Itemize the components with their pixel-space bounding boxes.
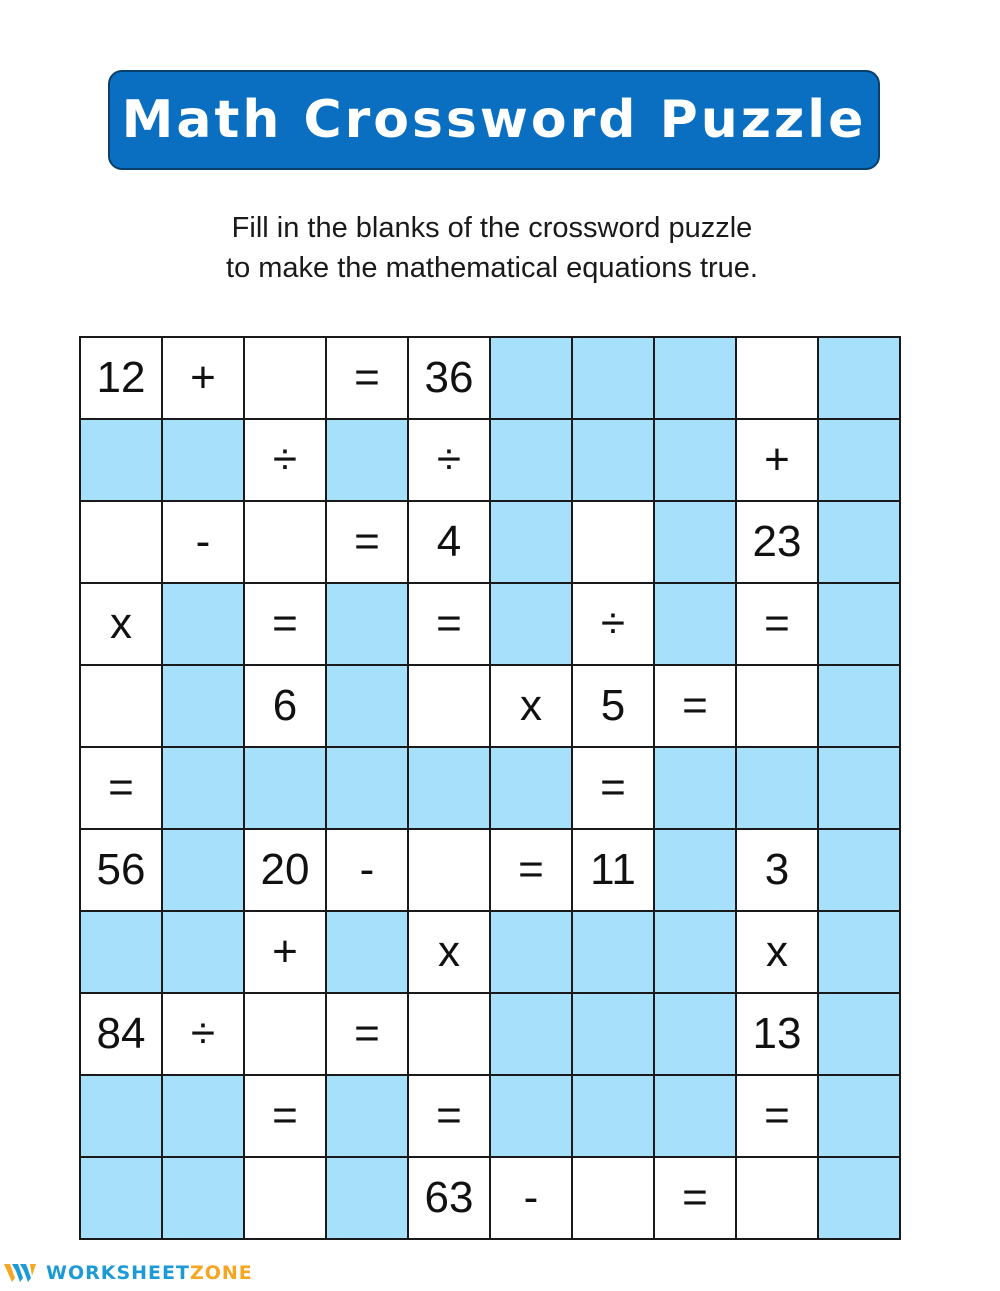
blocked-cell [819, 666, 901, 748]
operator-cell: ÷ [163, 994, 245, 1076]
blocked-cell [163, 1076, 245, 1158]
blocked-cell [81, 1076, 163, 1158]
answer-cell[interactable] [245, 1158, 327, 1240]
instructions-line-1: Fill in the blanks of the crossword puzzle [231, 212, 753, 244]
blocked-cell [163, 666, 245, 748]
answer-cell[interactable] [245, 994, 327, 1076]
answer-cell[interactable] [573, 1158, 655, 1240]
blocked-cell [245, 748, 327, 830]
title-banner [108, 70, 880, 170]
blocked-cell [163, 748, 245, 830]
blocked-cell [819, 338, 901, 420]
blocked-cell [737, 748, 819, 830]
blocked-cell [491, 338, 573, 420]
answer-cell[interactable] [737, 666, 819, 748]
operator-cell: = [573, 748, 655, 830]
operator-cell: ÷ [409, 420, 491, 502]
answer-cell[interactable] [409, 830, 491, 912]
blocked-cell [81, 420, 163, 502]
operator-cell: = [327, 994, 409, 1076]
brand-name-part-1: WORKSHEET [46, 1262, 190, 1284]
blocked-cell [327, 1158, 409, 1240]
blocked-cell [409, 748, 491, 830]
operator-cell: = [409, 584, 491, 666]
operator-cell: x [81, 584, 163, 666]
blocked-cell [327, 912, 409, 994]
blocked-cell [327, 420, 409, 502]
number-cell: 20 [245, 830, 327, 912]
blocked-cell [655, 912, 737, 994]
blocked-cell [655, 338, 737, 420]
blocked-cell [819, 584, 901, 666]
blocked-cell [163, 584, 245, 666]
blocked-cell [819, 994, 901, 1076]
operator-cell: x [491, 666, 573, 748]
blocked-cell [819, 420, 901, 502]
number-cell: 12 [81, 338, 163, 420]
number-cell: 3 [737, 830, 819, 912]
number-cell: 36 [409, 338, 491, 420]
operator-cell: x [737, 912, 819, 994]
blocked-cell [81, 912, 163, 994]
answer-cell[interactable] [573, 502, 655, 584]
operator-cell: - [327, 830, 409, 912]
number-cell: 13 [737, 994, 819, 1076]
answer-cell[interactable] [245, 338, 327, 420]
blocked-cell [655, 420, 737, 502]
blocked-cell [573, 912, 655, 994]
answer-cell[interactable] [409, 666, 491, 748]
blocked-cell [819, 1158, 901, 1240]
blocked-cell [655, 1076, 737, 1158]
number-cell: 6 [245, 666, 327, 748]
blocked-cell [491, 912, 573, 994]
blocked-cell [819, 830, 901, 912]
blocked-cell [655, 502, 737, 584]
blocked-cell [327, 1076, 409, 1158]
number-cell: 23 [737, 502, 819, 584]
blocked-cell [491, 748, 573, 830]
operator-cell: = [327, 338, 409, 420]
number-cell: 5 [573, 666, 655, 748]
blocked-cell [163, 420, 245, 502]
number-cell: 63 [409, 1158, 491, 1240]
blocked-cell [573, 994, 655, 1076]
page-title: Math Crossword Puzzle [121, 90, 867, 150]
answer-cell[interactable] [245, 502, 327, 584]
answer-cell[interactable] [737, 338, 819, 420]
operator-cell: = [327, 502, 409, 584]
instructions-line-2: to make the mathematical equations true. [226, 252, 758, 284]
worksheetzone-logo-icon [4, 1262, 38, 1284]
answer-cell[interactable] [81, 666, 163, 748]
blocked-cell [163, 830, 245, 912]
operator-cell: = [409, 1076, 491, 1158]
operator-cell: + [163, 338, 245, 420]
operator-cell: + [245, 912, 327, 994]
operator-cell: - [491, 1158, 573, 1240]
blocked-cell [327, 666, 409, 748]
operator-cell: = [737, 584, 819, 666]
blocked-cell [573, 420, 655, 502]
operator-cell: = [81, 748, 163, 830]
blocked-cell [573, 338, 655, 420]
crossword-grid [79, 336, 901, 1240]
number-cell: 4 [409, 502, 491, 584]
blocked-cell [655, 748, 737, 830]
blocked-cell [163, 1158, 245, 1240]
operator-cell: - [163, 502, 245, 584]
blocked-cell [655, 830, 737, 912]
brand-name-part-2: ZONE [189, 1262, 253, 1284]
blocked-cell [491, 584, 573, 666]
operator-cell: ÷ [573, 584, 655, 666]
blocked-cell [819, 1076, 901, 1158]
number-cell: 84 [81, 994, 163, 1076]
brand-name [46, 1262, 253, 1284]
blocked-cell [819, 748, 901, 830]
blocked-cell [819, 502, 901, 584]
operator-cell: = [245, 584, 327, 666]
number-cell: 56 [81, 830, 163, 912]
operator-cell: x [409, 912, 491, 994]
operator-cell: = [491, 830, 573, 912]
operator-cell: = [737, 1076, 819, 1158]
blocked-cell [491, 1076, 573, 1158]
blocked-cell [491, 420, 573, 502]
operator-cell: + [737, 420, 819, 502]
blocked-cell [81, 1158, 163, 1240]
blocked-cell [819, 912, 901, 994]
number-cell: 11 [573, 830, 655, 912]
blocked-cell [655, 584, 737, 666]
blocked-cell [327, 584, 409, 666]
operator-cell: = [245, 1076, 327, 1158]
blocked-cell [655, 994, 737, 1076]
answer-cell[interactable] [737, 1158, 819, 1240]
answer-cell[interactable] [81, 502, 163, 584]
operator-cell: ÷ [245, 420, 327, 502]
footer-brand [4, 1262, 253, 1284]
operator-cell: = [655, 1158, 737, 1240]
answer-cell[interactable] [409, 994, 491, 1076]
blocked-cell [573, 1076, 655, 1158]
blocked-cell [163, 912, 245, 994]
blocked-cell [491, 994, 573, 1076]
blocked-cell [327, 748, 409, 830]
instructions [0, 208, 984, 288]
blocked-cell [491, 502, 573, 584]
operator-cell: = [655, 666, 737, 748]
